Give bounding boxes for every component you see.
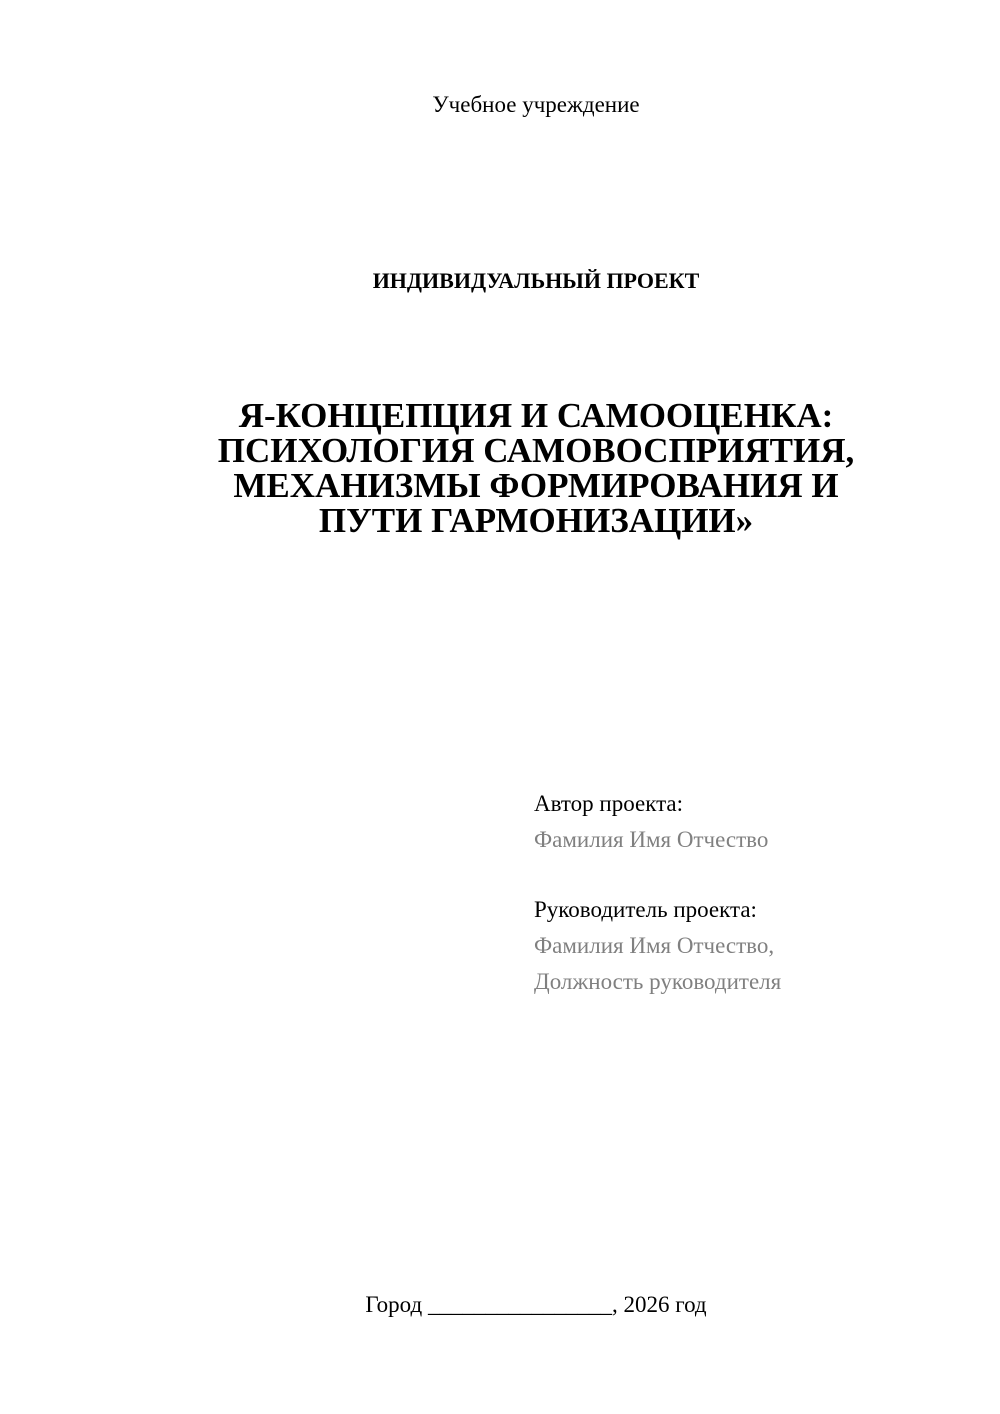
supervisor-name: Фамилия Имя Отчество, — [534, 933, 775, 958]
project-title-line-2: ПСИХОЛОГИЯ САМОВОСПРИЯТИЯ, — [217, 431, 855, 470]
project-title — [170, 398, 902, 538]
project-type-heading: ИНДИВИДУАЛЬНЫЙ ПРОЕКТ — [372, 268, 700, 293]
city-year-footer: Город ________________, 2026 год — [365, 1292, 707, 1317]
supervisor-block — [534, 892, 954, 1000]
institution-name: Учебное учреждение — [432, 92, 640, 117]
author-name: Фамилия Имя Отчество — [534, 827, 769, 852]
project-title-line-4: ПУТИ ГАРМОНИЗАЦИИ» — [318, 501, 754, 540]
supervisor-position: Должность руководителя — [534, 969, 782, 994]
author-block — [534, 786, 954, 858]
supervisor-label: Руководитель проекта: — [534, 897, 757, 922]
project-title-line-3: МЕХАНИЗМЫ ФОРМИРОВАНИЯ И — [233, 466, 839, 505]
project-title-line-1: Я-КОНЦЕПЦИЯ И САМООЦЕНКА: — [238, 396, 834, 435]
author-label: Автор проекта: — [534, 791, 683, 816]
